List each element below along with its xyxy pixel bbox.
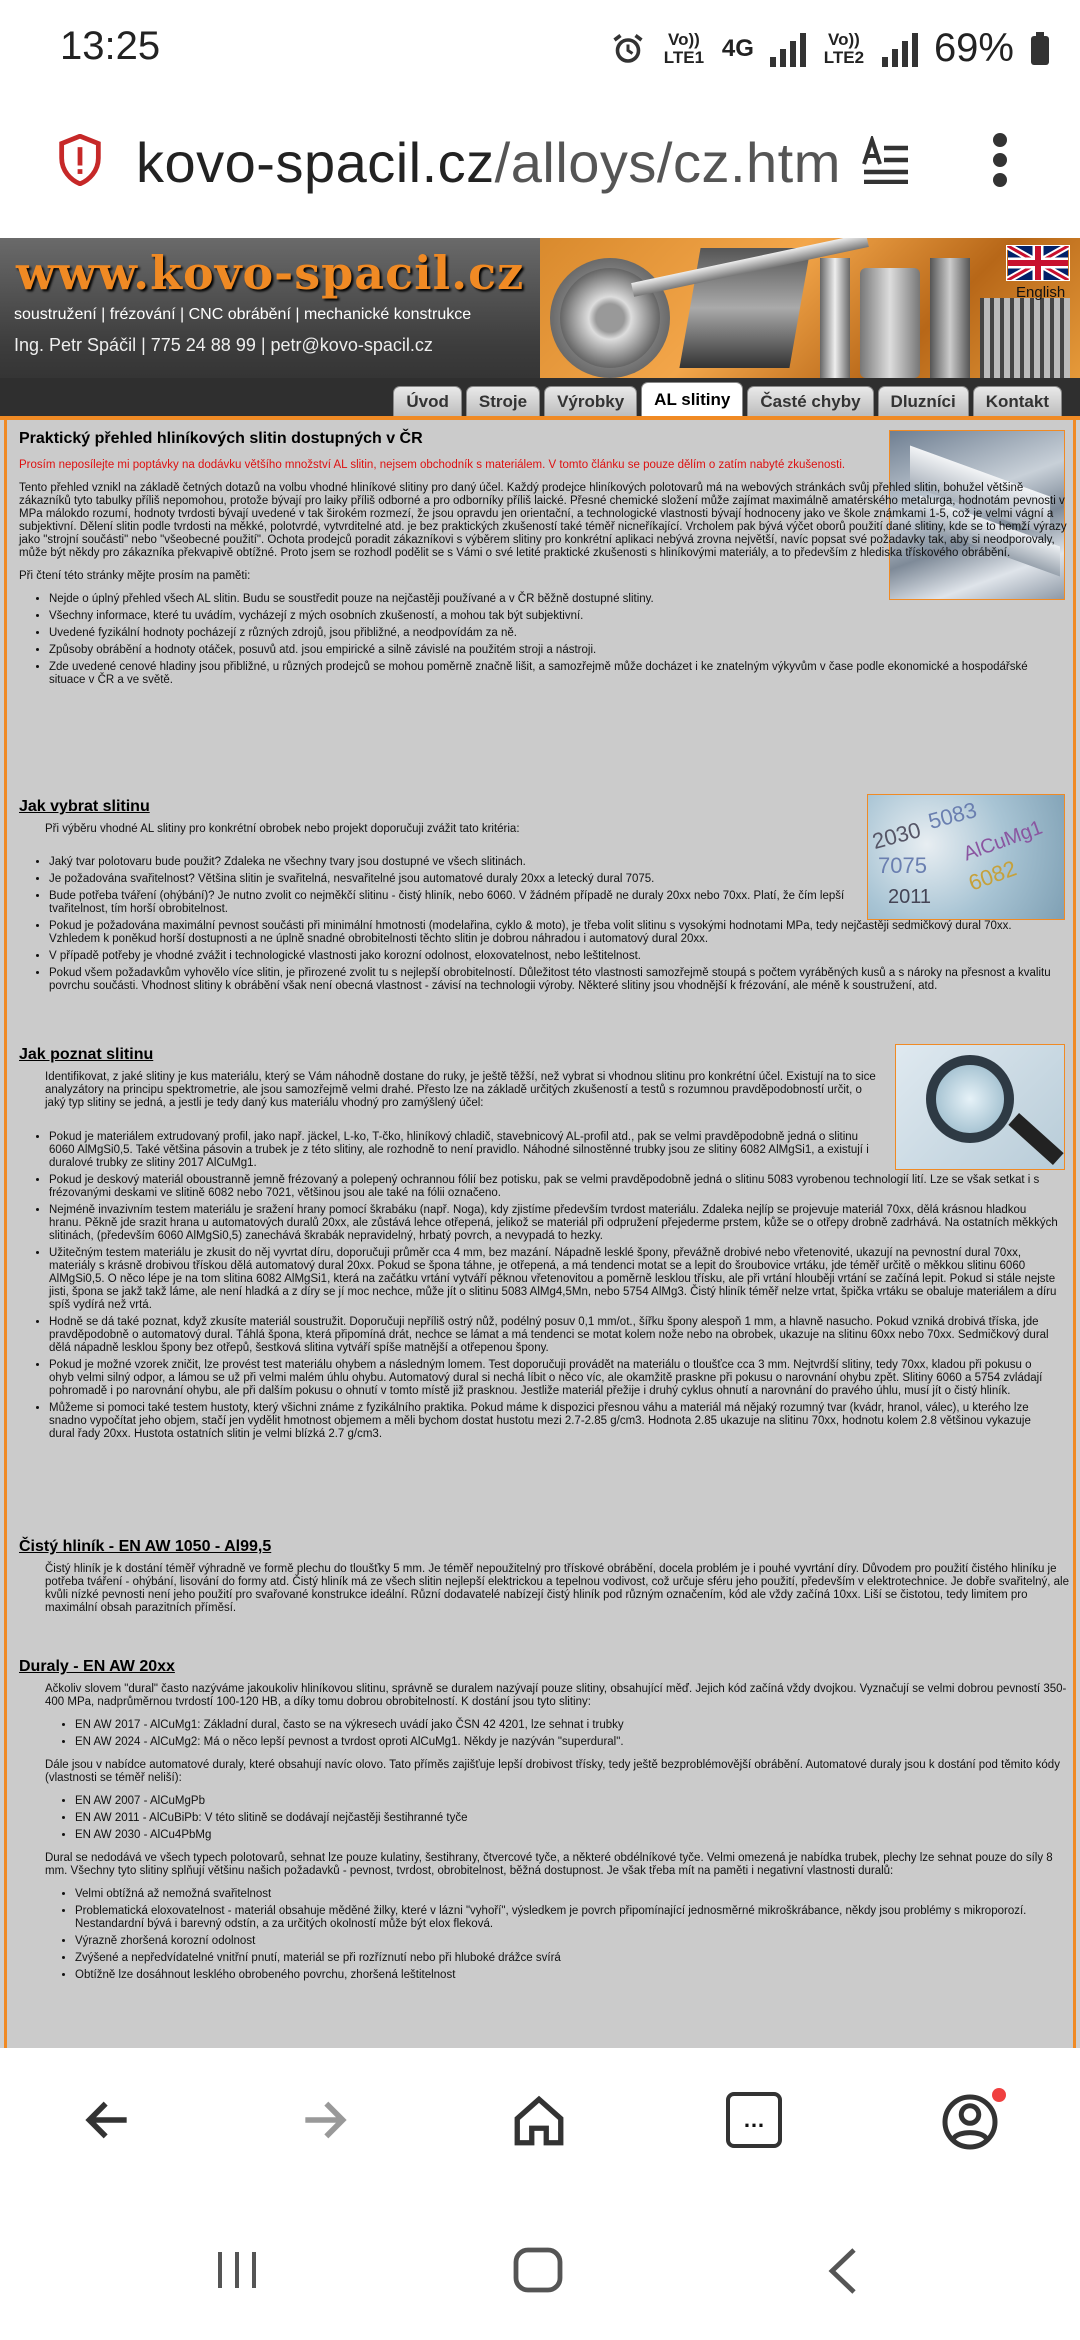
list-item: • EN AW 2017 - AlCuMg1: Základní dural, často se na výkresech uvádí jako ČSN 42 4201, lze sehnat i trubky <box>75 1719 1069 1732</box>
automat-dural-list <box>75 1795 1069 1842</box>
battery-icon <box>1030 32 1050 66</box>
tab-stroje[interactable]: Stroje <box>466 386 540 416</box>
shield-warning-icon[interactable] <box>58 134 102 186</box>
alloy-label: 2030 <box>869 817 924 854</box>
section-intro: Identifikovat, z jaké slitiny je kus materiálu, který se Vám náhodně dostane do ruky, je ještě těžší, než vybrat si vhodnou slitinu pro konkrétní účel. Existují na to sice analyzátory na principu spektrometrie, ale jsou samozřejmě velmi drahé. Přesto lze na základě určitých zkušeností a testů s rozumnou pravděpodobností určit, o jaký typ slitiny se jedná, a jestli je tedy daný kus materiálu vhodný pro zamýšlený účel: <box>45 1071 876 1109</box>
section-heading: Jak vybrat slitinu <box>19 798 150 815</box>
list-item: • Nejméně invazivním testem materiálu je sražení hrany pomocí škrabáku (např. Noga), kdy zjistíme především tvrdost materiálu. Zdaleka nejlíp se projevuje materiál 70xx, dělá krásnou hladkou hranu. Pěkně jde srazit hrana u automatových duralů 20xx, ale zůstává lehce otřepená, jelikož se materiál při odpružení přejederme prstem, kůže se o otřepy drobně zadrhává. Na ostatních měkkých slitinách, (především 6060 AlMgSi0,5) zanechává škrabák nepravidelný, hrbatý povrch, a nevypadá to hezky. <box>49 1204 1059 1243</box>
reader-mode-icon[interactable] <box>860 136 912 184</box>
uk-flag-icon[interactable] <box>1006 245 1070 281</box>
alloy-label: 6082 <box>965 855 1020 896</box>
list-item: • Pokud je materiálem extrudovaný profil, jako např. jäckel, L-ko, T-čko, hliníkový chladič, stavebnicový AL-profil atd., pak se velmi pravděpodobně jedná o slitinu 6060 AlMgSi0,5. Také většina pásovin a trubek je z této slitiny, ale rozhodně to není pravidlo. Náhodné silnostěnné trubky jsou ze slitiny 6082 AlMgSi1, a existují i duralové trubky ze slitiny 2017 AlCuMg1. <box>49 1131 879 1170</box>
article-title: Praktický přehled hliníkových slitin dostupných v ČR <box>19 430 423 447</box>
site-logo[interactable]: www.kovo-spacil.cz <box>16 246 525 300</box>
sim1-label: Vo)) LTE1 <box>663 29 705 67</box>
home-icon[interactable] <box>508 2092 570 2150</box>
list-item: • EN AW 2024 - AlCuMg2: Má o něco lepší pevnost a tvrdost oproti AlCuMg1. Někdy je nazýván "superdural". <box>75 1736 1069 1749</box>
section-heading: Jak poznat slitinu <box>19 1046 154 1063</box>
section-text: Dural se nedodává ve všech typech polotovarů, sehnat lze pouze kulatiny, šestihrany, čtvercové tyče, a některé obdélníkové tyče. Velmi omezená je nabídka trubek, plechy lze sehnat pouze do síly 8 mm. Všechny tyto slitiny splňují většinu našich požadavků - pevnost, tvrdost, obrobitelnost, běžná dostupnost. Je však třeba mít na paměti i negativní vlastnosti duralů: <box>45 1852 1053 1877</box>
profile-icon[interactable] <box>940 2092 1000 2152</box>
criteria-list <box>49 853 1059 993</box>
list-item: • Je požadována svařitelnost? Většina slitin je svařitelná, nesvařitelné jsou automatové duraly 20xx a letecký dural 7075. <box>49 873 849 886</box>
signal-icon <box>770 31 806 67</box>
alarm-icon <box>610 31 646 67</box>
identification-list <box>49 1131 1059 1441</box>
tab-al-slitiny[interactable]: AL slitiny <box>641 382 743 416</box>
alloy-label: 5083 <box>925 797 980 834</box>
overflow-menu-icon[interactable] <box>985 130 1015 190</box>
warning-text: Prosím neposílejte mi poptávky na dodávku většího množství AL slitin, nejsem obchodník s materiálem. V tomto článku se pouze dělím o zatím nabyté zkušenosti. <box>19 459 846 471</box>
battery-percent: 69% <box>933 26 1014 70</box>
notes-list <box>49 593 1059 687</box>
site-nav <box>0 378 1080 416</box>
article <box>4 420 1076 2048</box>
list-item: • Pokud je možné vzorek zničit, lze provést test materiálu ohybem a následným lomem. Test doporučuji provádět na materiálu o tloušťce cca 3 mm. Nejtvrdší slitiny, tedy 70xx, kladou při pokusu o ohyb velmi silný odpor, a lámou se už při velmi malém úhlu ohybu. Automatový dural si nechá líbit o něco víc, ale okamžitě praskne při pokusu o narovnání ohybu zpět. Slitiny 6060 a 5754 zvládají pohromadě i po narovnání ohybu, ale při dalším pokusu o ohnutí v tomto místě již prasknou. Jestliže materiál přežije i druhý cyklus ohnutí a narovnání do pravého úhlu, musí jít o čistý hliník. <box>49 1359 1059 1398</box>
tools-photo <box>540 238 1080 378</box>
list-item: • EN AW 2011 - AlCuBiPb: V této slitině se dodávají nejčastěji šestihranné tyče <box>75 1812 1069 1825</box>
section-text: Čistý hliník je k dostání téměř výhradně ve formě plechu do tloušťky 5 mm. Je téměř nepoužitelný pro třískové obrábění, docela problém je i pouhé vyvrtání díry. Důvodem pro použití čistého hliníku je potřeba tváření - ohýbání, lisování do formy atd. Čistý hliník má ze všech slitin nejlepší elektrickou a tepelnou vodivost, což určuje sféru jeho použití, především v elektrotechnice. Je dobře svařitelný, ale kvůli nízké pevnosti není jeho použití pro svařované konstrukce ideální. Různí dodavatelé nabízejí čistý hliník pod různým označením, kód ale vždy začíná 10xx. Liší se čistotou, tedy limitem pro maximální obsah parazitních příměsí. <box>45 1563 1070 1614</box>
section-heading: Čistý hliník - EN AW 1050 - Al99,5 <box>19 1538 272 1555</box>
reading-note: Při čtení této stránky mějte prosím na paměti: <box>19 570 251 582</box>
language-link[interactable]: English <box>1016 284 1066 301</box>
alloy-label: 7075 <box>878 853 927 878</box>
list-item: • Uvedené fyzikální hodnoty pocházejí z různých zdrojů, jsou přibližné, a neodpovídám za ně. <box>49 627 1059 640</box>
recent-apps-icon[interactable] <box>214 2250 260 2290</box>
notification-dot <box>992 2088 1006 2102</box>
list-item: • EN AW 2007 - AlCuMgPb <box>75 1795 1069 1808</box>
section-intro: Při výběru vhodné AL slitiny pro konkrétní obrobek nebo projekt doporučuji zvážit tato kritéria: <box>45 823 520 835</box>
list-item: • Pokud všem požadavkům vyhovělo více slitin, je přirozené zvolit tu s nejlepší obrobitelností. Důležitost této vlastnosti samozřejmě stoupá s počtem vyráběných kusů a s nároky na přesnost a kvalitu povrchu součásti. Vhodnost slitiny k obrábění však není obecná vlastnost - závisí na technologii výroby. Některé slitiny jsou vhodnější k frézování, ale méně k soustružení, atd. <box>49 967 1059 993</box>
back-icon[interactable] <box>80 2092 136 2148</box>
browser-address-bar <box>0 100 1080 238</box>
status-bar <box>0 0 1080 100</box>
list-item: • Problematická eloxovatelnost - materiál obsahuje měděné žilky, které v lázni "vyhoří", výsledkem je povrch připomínající jednosměrné mikroškrábance, někdy jsou problémy s mikroporozí. Nestandardní bývá i barevný odstín, a za určitých okolností může být elox fleková. <box>75 1905 1069 1931</box>
list-item: • Způsoby obrábění a hodnoty otáček, posuvů atd. jsou empirické a silně závislé na použitém stroji a nástroji. <box>49 644 1059 657</box>
system-navigation <box>0 2200 1080 2340</box>
list-item: • V případě potřeby je vhodné zvážit i technologické vlastnosti jako korozní odolnost, eloxovatelnost, nebo leštitelnost. <box>49 950 1059 963</box>
section-text: Ačkoliv slovem "dural" často nazýváme jakoukoliv hliníkovou slitinu, správně se duralem nazývají pouze slitiny, obsahující měď. Jejich kód začíná vždy dvojkou. Vyznačují se velmi dobrou pevností 350-400 MPa, nadprůměrnou tvrdostí 100-120 HB, a díky tomu dobrou obrobitelností. K dostání jsou tyto slitiny: <box>45 1683 1067 1708</box>
tabs-button[interactable]: … <box>726 2092 782 2148</box>
site-tagline: soustružení | frézování | CNC obrábění | mechanické konstrukce <box>14 306 472 323</box>
browser-toolbar <box>0 2048 1080 2200</box>
site-header <box>0 238 1080 416</box>
list-item: • Užitečným testem materiálu je zkusit do něj vyvrtat díru, doporučuji průměr cca 4 mm, bez mazání. Nápadně lesklé špony, převážně drobivé nebo vřetenovité, ukazují na pevnostní dural 70xx, materiály s krásně drobivou třískou dělá automatový dural 20xx. Pokud se špona táhne, je otřepená, a má tendenci motat se a lepit do šroubovice vrtáku, jde téměř určitě o měkkou slitinu 6060 AlMgSi0,5. O něco lépe je na tom slitina 6082 AlMgSi1, která na začátku vrtání vytváří pěknou vřetenovitou a poměrně lesklou třísku, ale při vrtání hlouběji vrtání se začíná lepit. Pokud si stále nejste jisti, špona se jakž takž láme, ale není hladká a z díry se jí moc nechce, může jít o slitinu 5083 AlMg4,5Mn, nebo 5754 AlMg3. Čistý hliník téměř nelze vrtat, špička vrtáku se obaluje materiálem a díru spíš vydírá než vrtá. <box>49 1247 1059 1312</box>
alloy-label: AlCuMg1 <box>960 816 1046 866</box>
tab-caste-chyby[interactable]: Časté chyby <box>747 386 873 416</box>
tab-vyrobky[interactable]: Výrobky <box>544 386 637 416</box>
system-back-icon[interactable] <box>826 2246 860 2296</box>
list-item: • Jaký tvar polotovaru bude použit? Zdaleka ne všechny tvary jsou dostupné ve všech slitinách. <box>49 856 849 869</box>
signal-icon <box>882 31 918 67</box>
network-type: 4G <box>721 34 754 62</box>
site-contact: Ing. Petr Spáčil | 775 24 88 99 | petr@kovo-spacil.cz <box>14 335 433 355</box>
list-item: • Velmi obtížná až nemožná svařitelnost <box>75 1888 1069 1901</box>
negatives-list <box>75 1888 1069 1982</box>
list-item: • Hodně se dá také poznat, když zkusíte materiál soustružit. Doporučuji nepříliš ostrý nůž, podélný posuv 0,1 mm/ot., šířku špony alespoň 1 mm, a hlavně nasucho. Pokud vzniká drobivá tříska, jde pravděpodobně o automatový dural. Táhlá špona, která připomíná drát, nechce se lámat a má tendenci se motat kolem nože nebo na obrobek, ukazuje na slitinu 60xx nebo 70xx. Sedmičkový dural dělá nápadně lesklou špony bez otřepů, šestková slitina vytváří spíše matnější a otřepenou špony. <box>49 1316 1059 1355</box>
alloy-label: 2011 <box>888 886 932 908</box>
list-item: • Výrazně zhoršená korozní odolnost <box>75 1935 1069 1948</box>
sim2-label: Vo)) LTE2 <box>823 29 865 67</box>
url-field[interactable]: kovo-spacil.cz/alloys/cz.htm <box>136 131 841 194</box>
list-item: • Zde uvedené cenové hladiny jsou přibližné, u různých prodejců se mohou poměrně značně lišit, a samozřejmě může docházet i ke znatelným výkyvům v čase podle ekonomické a hospodářské situace v ČR a ve světě. <box>49 661 1059 687</box>
section-text: Dále jsou v nabídce automatové duraly, které obsahují navíc olovo. Tato příměs zajišťuje lepší drobivost třísky, tedy ještě bezproblémovější obrábění. Automatové duraly jsou k dostání pod těmito kódy (vlastnosti se téměř neliší): <box>45 1759 1060 1784</box>
list-item: • Všechny informace, které tu uvádím, vycházejí z mých osobních zkušeností, a mohou tak být subjektivní. <box>49 610 1059 623</box>
section-heading: Duraly - EN AW 20xx <box>19 1658 175 1675</box>
tab-uvod[interactable]: Úvod <box>393 386 462 416</box>
list-item: • Bude potřeba tváření (ohýbání)? Je nutno zvolit co nejměkčí slitinu - čistý hliník, nebo 6060. V žádném případě ne duraly 20xx nebo 70xx. Platí, že čím lepší tvařitelnost, tím horší obrobitelnost. <box>49 890 849 916</box>
list-item: • Obtížně lze dosáhnout lesklého obrobeného povrchu, zhoršená leštitelnost <box>75 1969 1069 1982</box>
list-item: • EN AW 2030 - AlCu4PbMg <box>75 1829 1069 1842</box>
list-item: • Nejde o úplný přehled všech AL slitin. Budu se soustředit pouze na nejčastěji používané a v ČR běžně dostupné slitiny. <box>49 593 1059 606</box>
intro-paragraph: Tento přehled vznikl na základě četných dotazů na volbu vhodné hliníkové slitiny pro daný účel. Každý prodejce hliníkových polotovarů má na webových stránkách svůj přehled slitin, bohužel většině zákazníků tyto tabulky příliš nepomohou, protože bývají pro laiky příliš odborné a pro odborníky příliš laické. Přesné chemické složení může zajímat maximálně amatérského metalurga, hodnotám pevnosti v MPa málokdo rozumí, hodnoty tvrdosti bývají uvedené v tak širokém rozmezí, že jsou opravdu jen orientační, a technologické vlastnosti bývají hodnoceny jako ve škole známkami 1-5, což je velmi vágní a subjektivní. Dělení slitin podle tvrdosti na měkké, polotvrdé, vytvrditelné atd. je bez praktických zkušeností také téměř nicneříkající. Vrcholem pak bývá výčet oborů použití dané slitiny, kde se to hemží výrazy jako "strojní součásti" nebo "všeobecné použití". Ochota prodejců poradit zákazníkovi s výběrem slitiny pro konkrétní aplikaci nebývá zrovna největší, navíc popsat své požadavky tak, aby si neodporovaly, může být někdy pro zákazníka překvapivě obtížné. Proto jsem se rozhodl podělit se s Vámi o své letité praktické zkušenosti s hliníkovými materiály, a to především z hlediska třískového obrábění. <box>19 482 1067 559</box>
clock: 13:25 <box>60 24 161 68</box>
webpage <box>0 238 1080 2048</box>
home-button-icon[interactable] <box>512 2246 564 2294</box>
list-item: • Zvýšené a nepředvídatelné vnitřní pnutí, materiál se při rozříznutí nebo při hluboké drážce svírá <box>75 1952 1069 1965</box>
list-item: • Pokud je požadována maximální pevnost součásti při minimální hmotnosti (modelařina, cyklo & moto), je třeba volit slitinu s vysokými hodnotami MPa, tedy nejčastěji sedmičkový dural 70xx. Vzhledem k poněkud horší dostupnosti a ne úplně snadné obrobitelnosti těchto slitin je dobrou náhradou i automatový dural 20xx. <box>49 920 1059 946</box>
tab-kontakt[interactable]: Kontakt <box>973 386 1062 416</box>
forward-icon[interactable] <box>296 2092 352 2148</box>
list-item: • Můžeme si pomoci také testem hustoty, který všichni známe z fyzikálního praktika. Pokud máme k dispozici přesnou váhu a materiál má nějaký rozumný tvar (kvádr, hranol, válec), u kterého lze snadno vypočítat jeho objem, stačí jen vydělit hmotnost objemem a měli bychom dostat hustotu mezi 2.7-2.85 g/cm3. Hodnota 2.85 ukazuje na slitinu 70xx, hodnotu kolem 2.8 většinou vykazuje dural řady 20xx. Hustota ostatních slitin je velmi blízká 2.7 g/cm3. <box>49 1402 1059 1441</box>
tab-dluznici[interactable]: Dluzníci <box>878 386 969 416</box>
dural-list <box>75 1719 1069 1749</box>
list-item: • Pokud je deskový materiál oboustranně jemně frézovaný a polepený ochrannou fólií bez potisku, pak se velmi pravděpodobně jedná o slitinu 5083 vyrobenou technologií lití. Lze se však setkat i s frézovanými deskami ve slitině 6082 nebo 7021, většinou jsou ale také na fólii označeno. <box>49 1174 1059 1200</box>
